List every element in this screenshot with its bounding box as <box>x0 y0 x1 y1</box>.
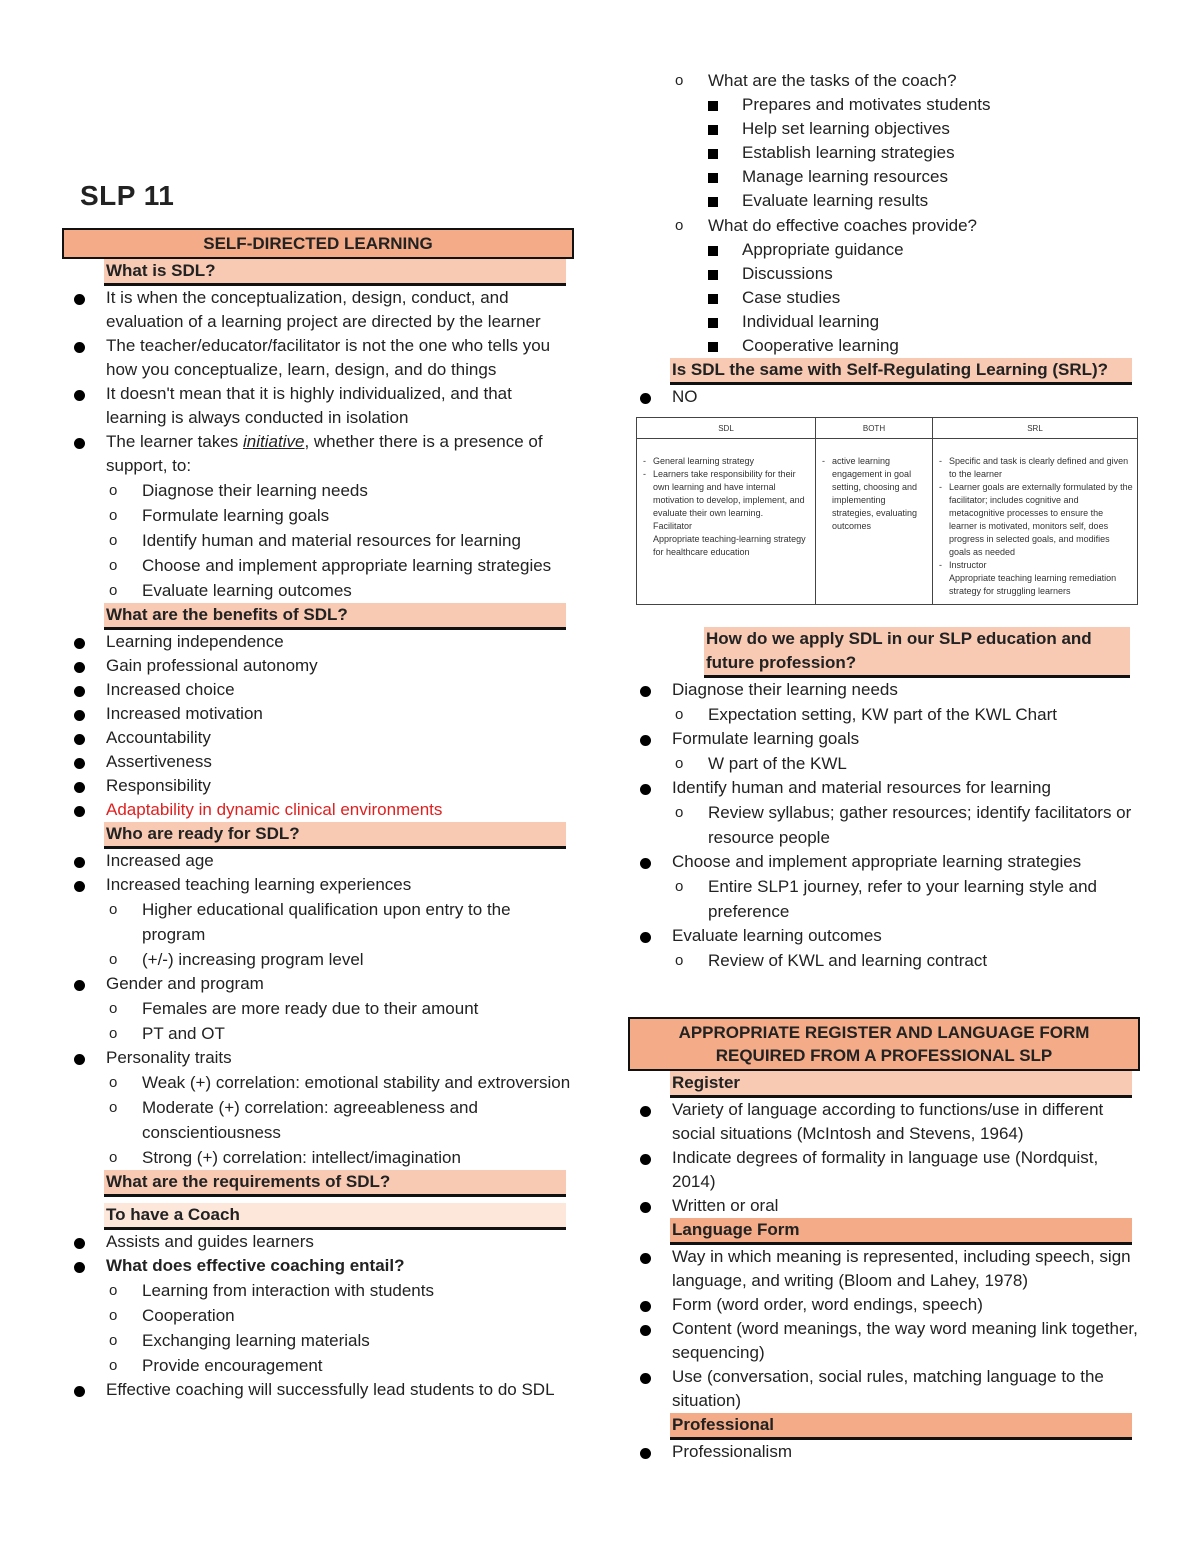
sub-item: o Review of KWL and learning contract <box>628 948 1140 973</box>
sub-item: o (+/-) increasing program level <box>62 947 574 972</box>
bullet-item: Form (word order, word endings, speech) <box>628 1293 1140 1317</box>
bullet-item: Assertiveness <box>62 750 574 774</box>
bullet-item: Evaluate learning outcomes <box>628 924 1140 948</box>
sub-item: o Formulate learning goals <box>62 503 574 528</box>
table-cell-line: Facilitator <box>653 521 693 531</box>
section-header-sdl: SELF-DIRECTED LEARNING <box>62 228 574 259</box>
bullet-item: Learning independence <box>62 630 574 654</box>
bullet-item: Diagnose their learning needs <box>628 678 1140 702</box>
square-item: Manage learning resources <box>628 165 1140 189</box>
heading-ready: Who are ready for SDL? <box>104 822 566 849</box>
bullet-item: Variety of language according to functions/use in different social situations (McIntosh and Stevens, 1964) <box>628 1098 1140 1146</box>
sub-item: o PT and OT <box>62 1021 574 1046</box>
square-item: Cooperative learning <box>628 334 1140 358</box>
square-item: Discussions <box>628 262 1140 286</box>
sub-item: o Strong (+) correlation: intellect/imagination <box>62 1145 574 1170</box>
table-header: BOTH <box>816 418 933 439</box>
bullet-item: Formulate learning goals <box>628 727 1140 751</box>
square-item: Evaluate learning results <box>628 189 1140 213</box>
sub-item: o What do effective coaches provide? <box>628 213 1140 238</box>
square-item: Establish learning strategies <box>628 141 1140 165</box>
sub-item: o Review syllabus; gather resources; identify facilitators or resource people <box>628 800 1140 850</box>
bullet-item: Identify human and material resources for learning <box>628 776 1140 800</box>
bullet-item: Increased age <box>62 849 574 873</box>
bullet-item: Accountability <box>62 726 574 750</box>
table-cell-line: - Specific and task is clearly defined and given to the learner <box>937 455 1133 481</box>
sdl-srl-table <box>636 417 1138 605</box>
initiative-word: initiative <box>243 432 305 451</box>
sub-item: o Provide encouragement <box>62 1353 574 1378</box>
heading-language-form: Language Form <box>670 1218 1132 1245</box>
bullet-item: It doesn't mean that it is highly individualized, and that learning is always conducted in isolation <box>62 382 574 430</box>
bullet-item: NO <box>628 385 1140 409</box>
bullet-item: Professionalism <box>628 1440 1140 1464</box>
bullet-item-initiative <box>62 430 574 478</box>
right-column <box>628 68 1140 1464</box>
sub-item: o Choose and implement appropriate learning strategies <box>62 553 574 578</box>
sub-item: o Identify human and material resources for learning <box>62 528 574 553</box>
bullet-item: The teacher/educator/facilitator is not the one who tells you how you conceptualize, learn, design, and do things <box>62 334 574 382</box>
sub-item: o W part of the KWL <box>628 751 1140 776</box>
table-header: SRL <box>933 418 1138 439</box>
square-item: Prepares and motivates students <box>628 93 1140 117</box>
square-item: Individual learning <box>628 310 1140 334</box>
bullet-item: Indicate degrees of formality in language use (Nordquist, 2014) <box>628 1146 1140 1194</box>
square-item: Appropriate guidance <box>628 238 1140 262</box>
bullet-item: Effective coaching will successfully lead students to do SDL <box>62 1378 574 1402</box>
bullet-item: Increased choice <box>62 678 574 702</box>
table-cell-srl <box>933 439 1138 605</box>
table-cell-line: - General learning strategy <box>641 455 811 468</box>
bullet-item: It is when the conceptualization, design, conduct, and evaluation of a learning project are directed by the learner <box>62 286 574 334</box>
bullet-item: Gender and program <box>62 972 574 996</box>
table-header: SDL <box>637 418 816 439</box>
heading-register: Register <box>670 1071 1132 1098</box>
table-cell-sdl <box>637 439 816 605</box>
square-item: Case studies <box>628 286 1140 310</box>
sub-item: o Expectation setting, KW part of the KWL Chart <box>628 702 1140 727</box>
sub-item: o What are the tasks of the coach? <box>628 68 1140 93</box>
bullet-item: Written or oral <box>628 1194 1140 1218</box>
left-column <box>62 180 574 1402</box>
bullet-item: Content (word meanings, the way word meaning link together, sequencing) <box>628 1317 1140 1365</box>
table-cell-line: - Learners take responsibility for their own learning and have internal motivation to develop, implement, and evaluate their own learning. <box>641 468 811 520</box>
square-item: Help set learning objectives <box>628 117 1140 141</box>
page-title: SLP 11 <box>80 180 175 211</box>
bullet-item: Gain professional autonomy <box>62 654 574 678</box>
bullet-item: What does effective coaching entail? <box>62 1254 574 1278</box>
heading-apply: How do we apply SDL in our SLP education and future profession? <box>704 627 1130 678</box>
sub-item: o Learning from interaction with students <box>62 1278 574 1303</box>
bullet-item: Increased motivation <box>62 702 574 726</box>
heading-requirements: What are the requirements of SDL? <box>104 1170 566 1197</box>
section-header-register: APPROPRIATE REGISTER AND LANGUAGE FORM REQUIRED FROM A PROFESSIONAL SLP <box>628 1017 1140 1071</box>
initiative-suffix: , whether there is a presence of support, to: <box>106 432 543 475</box>
table-cell-line: Appropriate teaching-learning strategy for healthcare education <box>653 534 806 557</box>
bullet-item: Increased teaching learning experiences <box>62 873 574 897</box>
sub-item: o Diagnose their learning needs <box>62 478 574 503</box>
heading-srl: Is SDL the same with Self-Regulating Learning (SRL)? <box>670 358 1132 385</box>
sub-item: o Entire SLP1 journey, refer to your learning style and preference <box>628 874 1140 924</box>
sub-item: o Moderate (+) correlation: agreeableness and conscientiousness <box>62 1095 574 1145</box>
table-cell-line: - Instructor <box>937 559 1133 572</box>
table-cell-line: - active learning engagement in goal setting, choosing and implementing strategies, evaluating outcomes <box>820 455 928 533</box>
sub-item: o Females are more ready due to their amount <box>62 996 574 1021</box>
heading-coach: To have a Coach <box>104 1203 566 1230</box>
table-cell-line: Appropriate teaching learning remediation strategy for struggling learners <box>949 573 1117 596</box>
heading-what-is-sdl: What is SDL? <box>104 259 566 286</box>
table-cell-line: - Learner goals are externally formulated by the facilitator; includes cognitive and metacognitive processes to ensure the learner is motivated, monitors self, does progress in selected goals, and modifies goals as needed <box>937 481 1133 559</box>
bullet-item: Use (conversation, social rules, matching language to the situation) <box>628 1365 1140 1413</box>
bullet-item: Way in which meaning is represented, including speech, sign language, and writing (Bloom and Lahey, 1978) <box>628 1245 1140 1293</box>
bullet-item: Assists and guides learners <box>62 1230 574 1254</box>
sub-item: o Weak (+) correlation: emotional stability and extroversion <box>62 1070 574 1095</box>
bullet-item: Responsibility <box>62 774 574 798</box>
heading-benefits: What are the benefits of SDL? <box>104 603 566 630</box>
sub-item: o Exchanging learning materials <box>62 1328 574 1353</box>
sub-item: o Evaluate learning outcomes <box>62 578 574 603</box>
heading-professional: Professional <box>670 1413 1132 1440</box>
bullet-item: Choose and implement appropriate learning strategies <box>628 850 1140 874</box>
sub-item: o Higher educational qualification upon entry to the program <box>62 897 574 947</box>
bullet-item: Personality traits <box>62 1046 574 1070</box>
initiative-prefix: The learner takes <box>106 432 244 451</box>
table-cell-both <box>816 439 933 605</box>
sub-item: o Cooperation <box>62 1303 574 1328</box>
bullet-item-highlight: Adaptability in dynamic clinical environments <box>62 798 574 822</box>
